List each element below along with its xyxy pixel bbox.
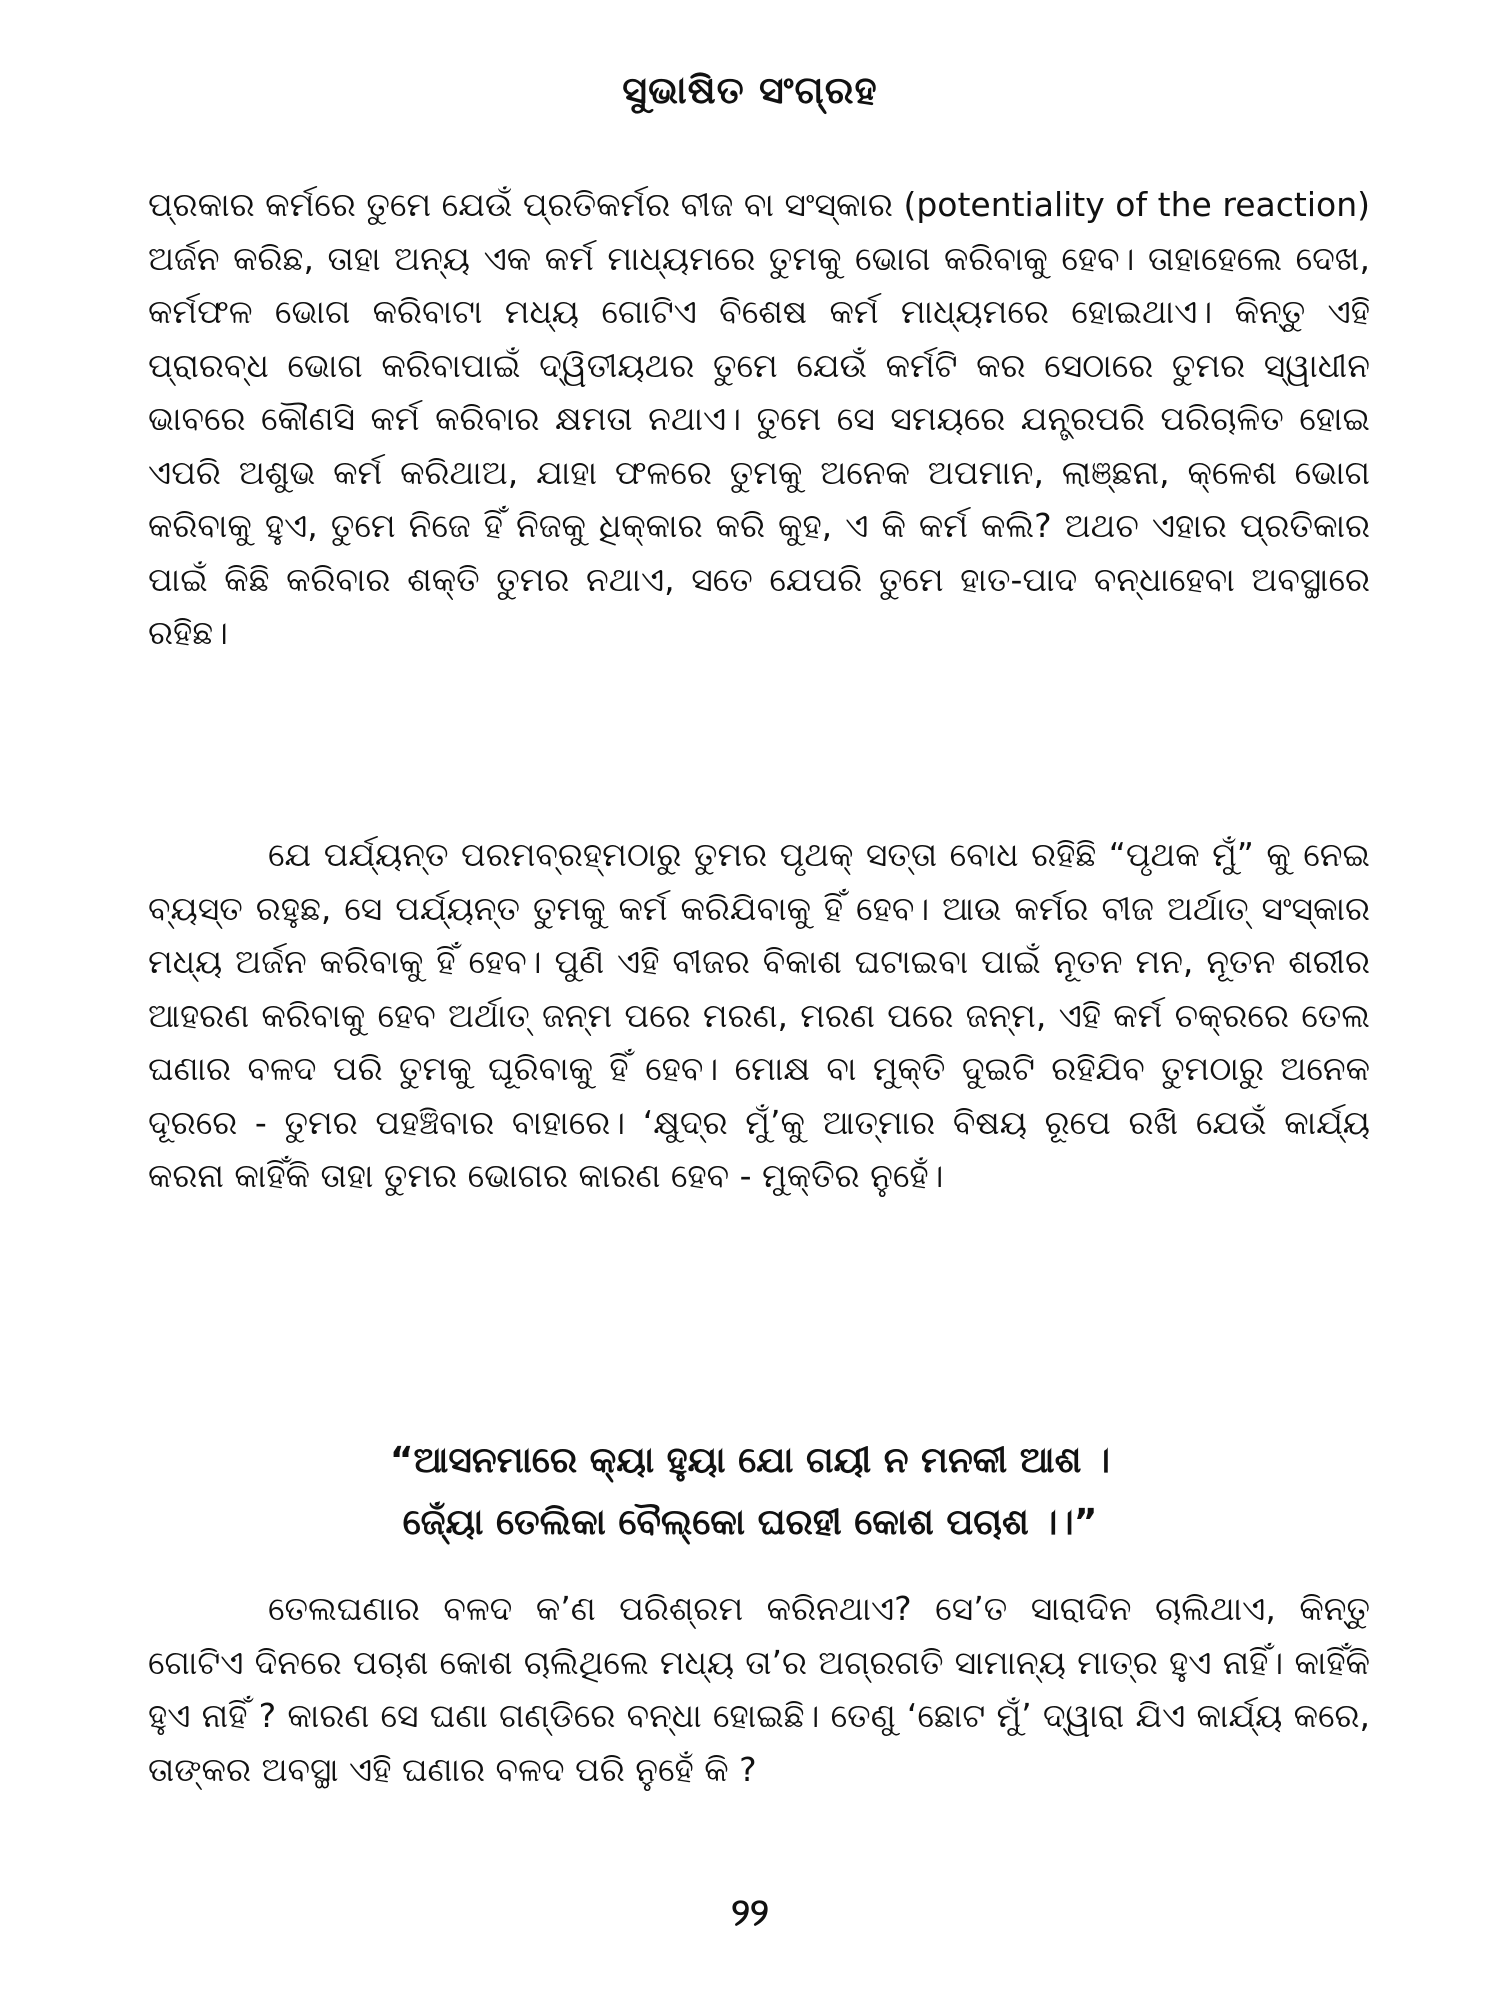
paragraph-2: ଯେ ପର୍ଯ୍ୟନ୍ତ ପରମବ୍ରହ୍ମଠାରୁ ତୁମର ପୃଥକ୍ ସତ୍ତା ବୋଧ ରହିଛି “ପୃଥକ ମୁଁ” କୁ ନେଇ ବ୍ୟସ୍ତ ରହୁଛ, ସେ ପର୍ଯ୍ୟନ୍ତ ତୁମକୁ କର୍ମ କରିଯିବାକୁ ହିଁ ହେବ। ଆଉ କର୍ମର ବୀଜ ଅର୍ଥାତ୍ ସଂସ୍କାର ମଧ୍ୟ ଅର୍ଜନ କରିବାକୁ ହିଁ ହେବ। ପୁଣି ଏହି ବୀଜର ବିକାଶ ଘଟାଇବା ପାଇଁ ନୂତନ ମନ, ନୂତନ ଶରୀର ଆହରଣ କରିବାକୁ ହେବ ଅର୍ଥାତ୍ ଜନ୍ମ ପରେ ମରଣ, ମରଣ ପରେ ଜନ୍ମ, ଏହି କର୍ମ ଚକ୍ରରେ ତେଲ ଘଣାର ବଳଦ ପରି ତୁମକୁ ଘୂରିବାକୁ ହିଁ ହେବ। ମୋକ୍ଷ ବା ମୁକ୍ତି ଦୁଇଟି ରହିଯିବ ତୁମଠାରୁ ଅନେକ ଦୂରରେ - ତୁମର ପହଞ୍ଚିବାର ବାହାରେ। ‘କ୍ଷୁଦ୍ର ମୁଁ’କୁ ଆତ୍ମାର ବିଷୟ ରୂପେ ରଖି ଯେଉଁ କାର୍ଯ୍ୟ କରନା କାହିଁକି ତାହା ତୁମର ଭୋଗର କାରଣ ହେବ - ମୁକ୍ତିର ନୁହେଁ। (148, 835, 1370, 1195)
page-header-title: ସୁଭାଷିତ ସଂଗ୍ରହ (622, 68, 878, 112)
verse-line-1: “ଆସନମାରେ କ୍ୟା ହୁୟା ଯୋ ଗୟୀ ନ ମନକୀ ଆଶ । (389, 1440, 1111, 1481)
verse-quote (0, 1430, 1500, 1554)
page-number: ୨୨ (731, 1890, 769, 1934)
paragraph-1: ପ୍ରକାର କର୍ମରେ ତୁମେ ଯେଉଁ ପ୍ରତିକର୍ମର ବୀଜ ବା ସଂସ୍କାର (potentiality of the reaction) ଅର୍ଜନ କରିଛ, ତାହା ଅନ୍ୟ ଏକ କର୍ମ ମାଧ୍ୟମରେ ତୁମକୁ ଭୋଗ କରିବାକୁ ହେବ। ତାହାହେଲେ ଦେଖ, କର୍ମଫଳ ଭୋଗ କରିବାଟା ମଧ୍ୟ ଗୋଟିଏ ବିଶେଷ କର୍ମ ମାଧ୍ୟମରେ ହୋଇଥାଏ। କିନ୍ତୁ ଏହି ପ୍ରାରବ୍ଧ ଭୋଗ କରିବାପାଇଁ ଦ୍ୱିତୀୟଥର ତୁମେ ଯେଉଁ କର୍ମଟି କର ସେଠାରେ ତୁମର ସ୍ୱାଧୀନ ଭାବରେ କୌଣସି କର୍ମ କରିବାର କ୍ଷମତା ନଥାଏ। ତୁମେ ସେ ସମୟରେ ଯନ୍ତ୍ରପରି ପରିଚାଳିତ ହୋଇ ଏପରି ଅଶୁଭ କର୍ମ କରିଥାଅ, ଯାହା ଫଳରେ ତୁମକୁ ଅନେକ ଅପମାନ, ଲାଞ୍ଛନା, କ୍ଳେଶ ଭୋଗ କରିବାକୁ ହୁଏ, ତୁମେ ନିଜେ ହିଁ ନିଜକୁ ଧିକ୍କାର କରି କୁହ, ଏ କି କର୍ମ କଲି? ଅଥଚ ଏହାର ପ୍ରତିକାର ପାଇଁ କିଛି କରିବାର ଶକ୍ତି ତୁମର ନଥାଏ, ସତେ ଯେପରି ତୁମେ ହାତ-ପାଦ ବନ୍ଧାହେବା ଅବସ୍ଥାରେ ରହିଛ। (148, 185, 1370, 652)
paragraph-3: ତେଲଘଣାର ବଳଦ କ’ଣ ପରିଶ୍ରମ କରିନଥାଏ? ସେ’ତ ସାରାଦିନ ଚାଲିଥାଏ, କିନ୍ତୁ ଗୋଟିଏ ଦିନରେ ପଚାଶ କୋଶ ଚାଲିଥିଲେ ମଧ୍ୟ ତା’ର ଅଗ୍ରଗତି ସାମାନ୍ୟ ମାତ୍ର ହୁଏ ନାହିଁ। କାହିଁକି ହୁଏ ନାହିଁ ? କାରଣ ସେ ଘଣା ଗଣ୍ଡିରେ ବନ୍ଧା ହୋଇଛି। ତେଣୁ ‘ଛୋଟ ମୁଁ’ ଦ୍ୱାରା ଯିଏ କାର୍ଯ୍ୟ କରେ, ତାଙ୍କର ଅବସ୍ଥା ଏହି ଘଣାର ବଳଦ ପରି ନୁହେଁ କି ? (148, 1589, 1370, 1789)
verse-line-2: ଜ୍ୟୋଁ ତେଲିକା ବୈଲ୍‌କୋ ଘରହୀ କୋଶ ପଚାଶ ।।” (402, 1502, 1098, 1543)
